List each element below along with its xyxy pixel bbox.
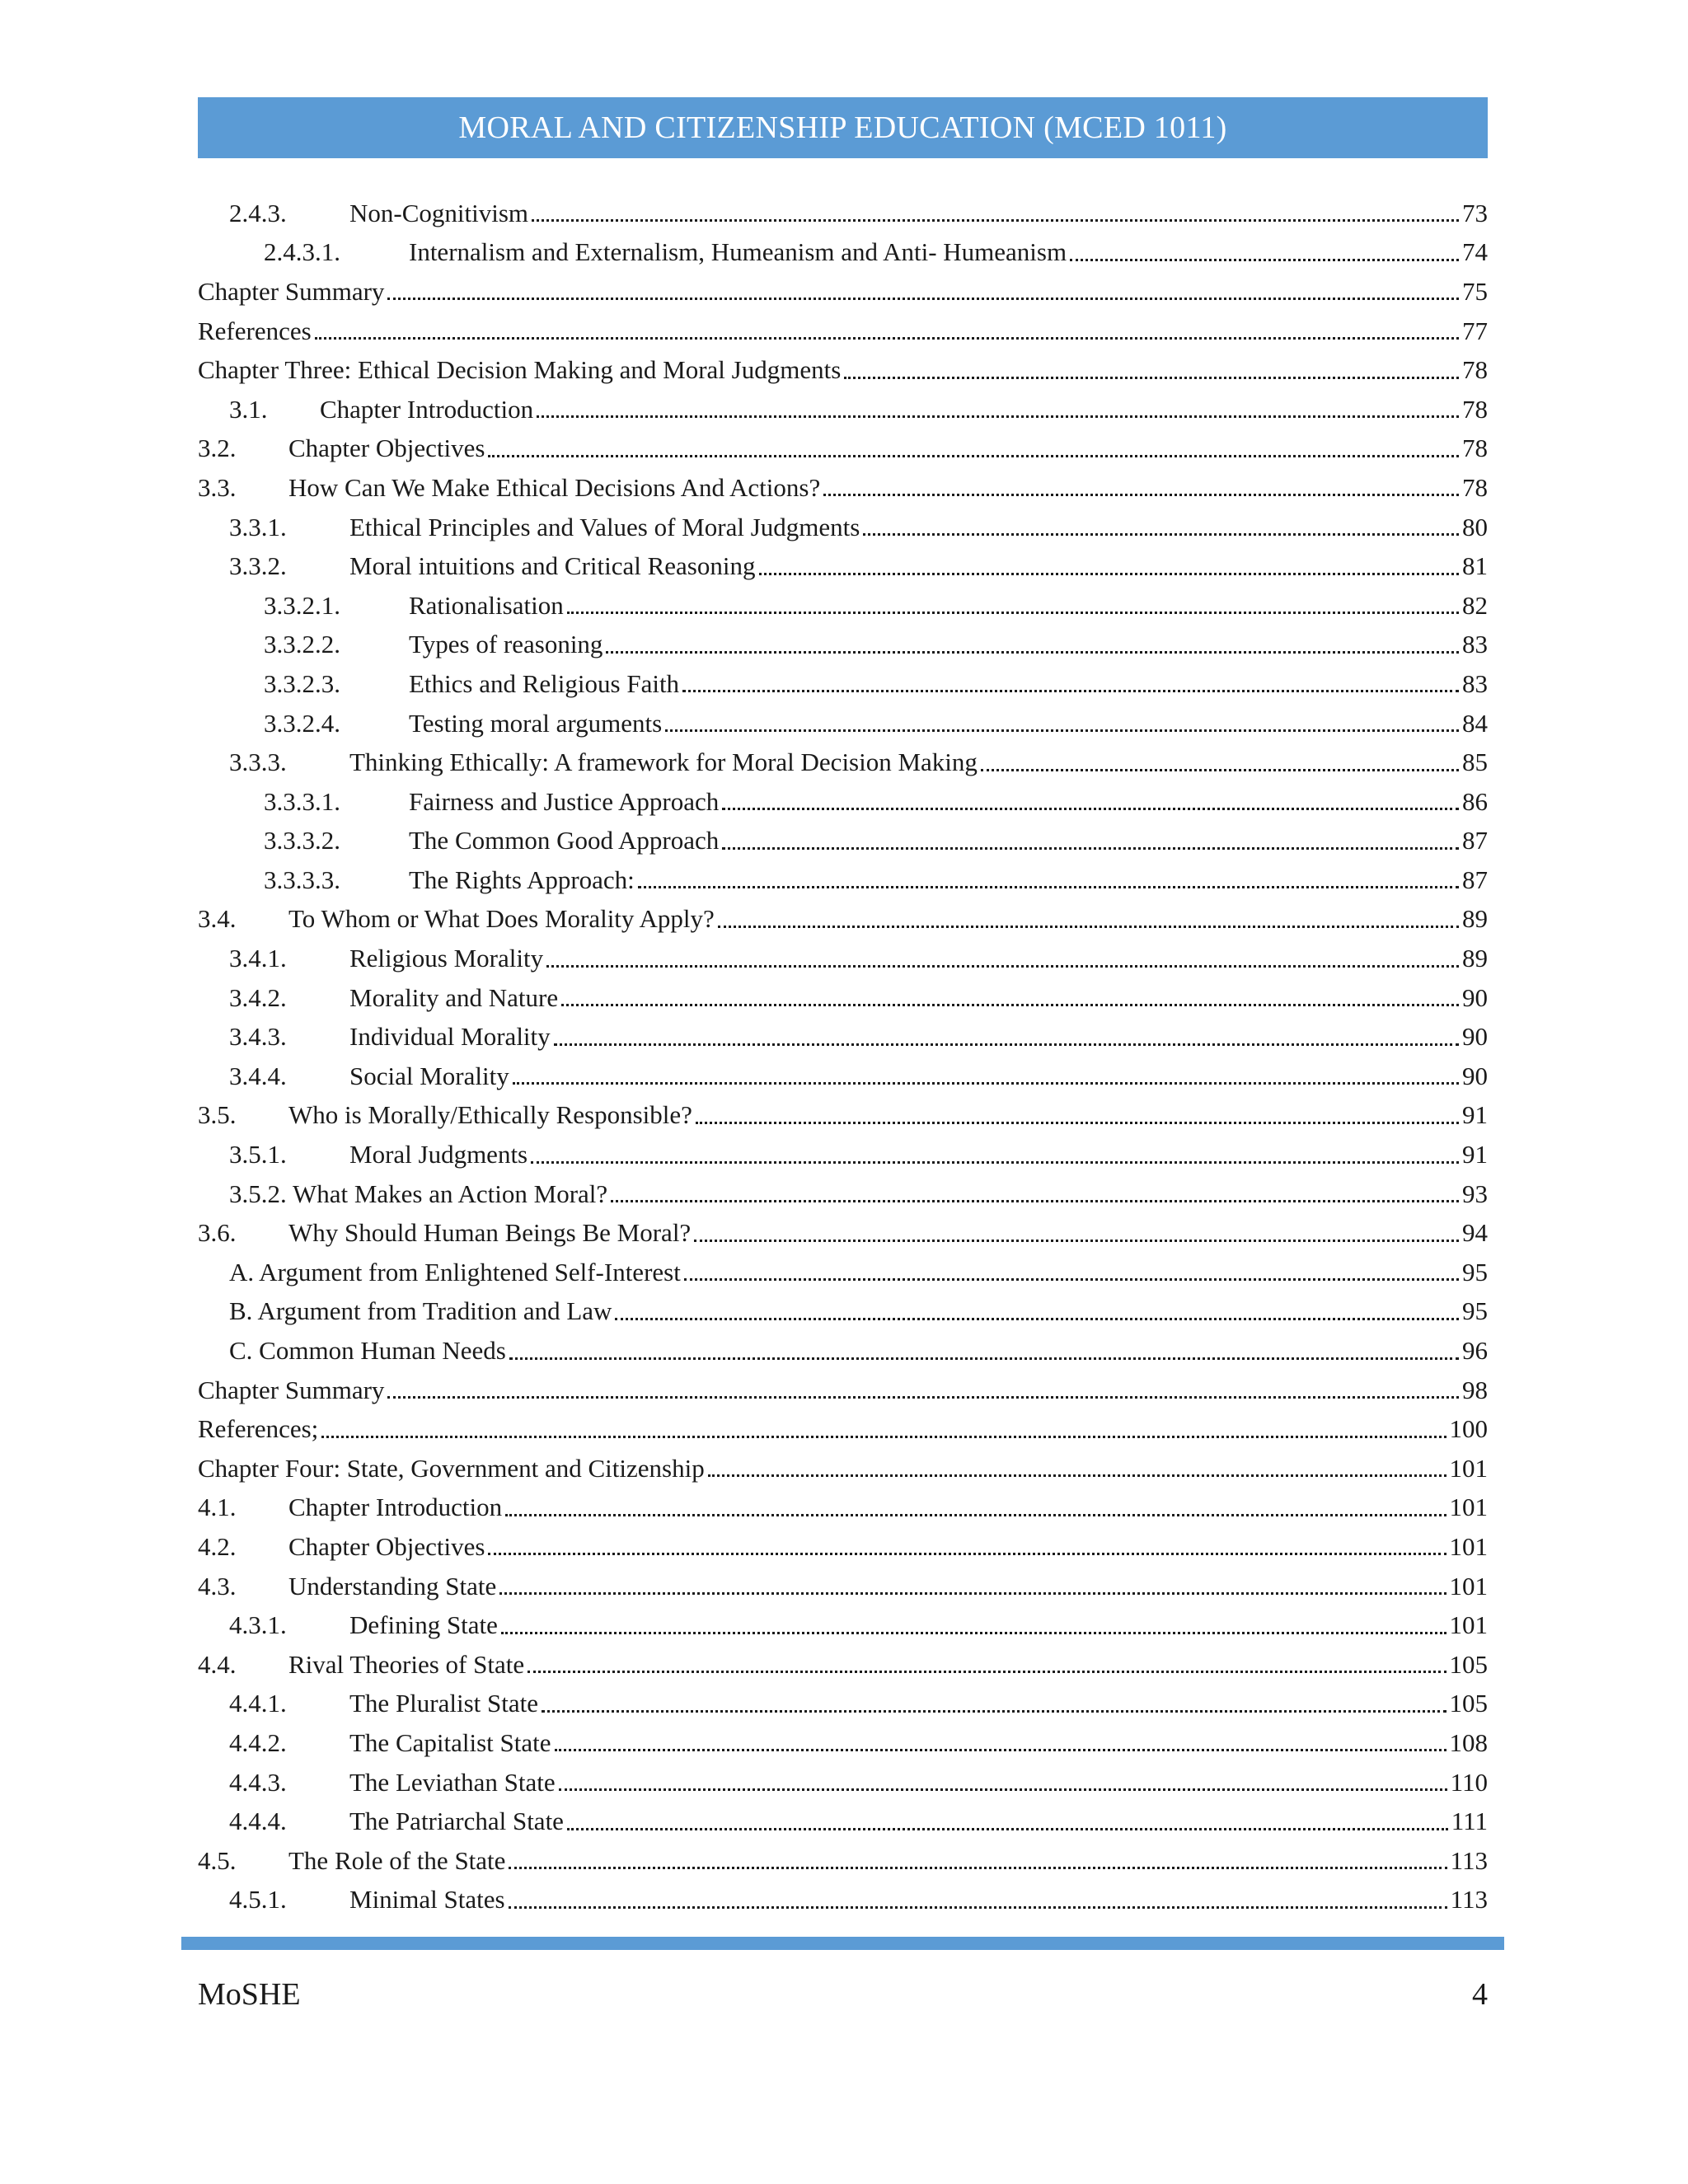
dot-leader [509,1867,1447,1869]
toc-page: 73 [1462,198,1488,227]
dot-leader [532,219,1459,222]
dot-leader [722,847,1459,850]
toc-page: 95 [1462,1257,1488,1286]
toc-entry[interactable] [198,468,1488,508]
toc-title: References [198,316,312,345]
toc-title: The Role of the State [288,1845,506,1875]
toc-page: 83 [1462,630,1488,659]
toc-entry[interactable] [198,1292,1488,1332]
dot-leader [844,377,1459,379]
toc-title: Moral Judgments [349,1140,528,1169]
footer-bar [181,1937,1504,1950]
dot-leader [606,651,1459,654]
toc-title: Chapter Four: State, Government and Citizenship [198,1453,705,1483]
toc-entry[interactable] [198,978,1488,1018]
dot-leader [559,1788,1447,1791]
dot-leader [546,965,1459,968]
toc-page: 93 [1462,1179,1488,1208]
toc-page: 111 [1451,1807,1488,1836]
toc-number: 2.4.3.1. [264,237,340,267]
toc-title: Understanding State [288,1571,497,1601]
toc-page: 105 [1449,1689,1488,1718]
toc-entry[interactable] [198,1802,1488,1841]
dot-leader [615,1318,1459,1320]
toc-entry[interactable] [198,939,1488,978]
toc-page: 84 [1462,708,1488,738]
toc-title: Thinking Ethically: A framework for Moral Decision Making [349,748,978,777]
toc-page: 101 [1449,1453,1488,1483]
dot-leader [638,886,1459,888]
toc-number: 2.4.3. [229,198,287,227]
toc-number: 3.5. [198,1100,237,1130]
toc-entry[interactable] [198,1017,1488,1057]
dot-leader [387,1396,1459,1399]
toc-entry[interactable] [198,429,1488,469]
dot-leader [665,729,1459,732]
toc-page: 85 [1462,748,1488,777]
toc-page: 80 [1462,512,1488,541]
toc-title: Chapter Introduction [288,1493,503,1522]
toc-title: Chapter Summary [198,1375,385,1404]
dot-leader [499,1592,1446,1595]
toc-title: Fairness and Justice Approach [409,786,720,816]
toc-entry[interactable] [198,1763,1488,1802]
dot-leader [611,1200,1459,1202]
toc-title: A. Argument from Enlightened Self-Interest [229,1257,681,1286]
toc-title: B. Argument from Tradition and Law [229,1296,612,1326]
toc-title: Internalism and Externalism, Humeanism and Anti- Humeanism [409,237,1067,267]
toc-entry[interactable] [198,626,1488,665]
toc-number: 3.3.2.2. [264,630,340,659]
dot-leader [513,1082,1459,1085]
toc-entry[interactable] [198,194,1488,233]
toc-page: 78 [1462,394,1488,424]
toc-number: 3.3.3. [229,748,287,777]
dot-leader [708,1474,1447,1477]
dot-leader [718,926,1459,928]
toc-title: Non-Cognitivism [349,198,529,227]
toc-entry[interactable] [198,860,1488,900]
toc-entry[interactable] [198,1605,1488,1645]
toc-page: 91 [1462,1140,1488,1169]
toc-number: 3.3.3.2. [264,826,340,855]
dot-leader [567,1828,1448,1830]
toc-number: 3.6. [198,1218,237,1248]
toc-title: Testing moral arguments [409,708,663,738]
toc-number: 4.3.1. [229,1610,287,1640]
toc-number: 3.4. [198,904,237,934]
toc-number: 4.4.4. [229,1807,287,1836]
toc-page: 75 [1462,276,1488,306]
dot-leader [561,1004,1459,1006]
toc-page: 101 [1449,1610,1488,1640]
toc-title: Individual Morality [349,1022,551,1052]
toc-title: Social Morality [349,1061,509,1090]
toc-page: 90 [1462,1061,1488,1090]
toc-page: 89 [1462,944,1488,973]
toc-entry[interactable] [198,312,1488,351]
toc-number: 3.3.3.1. [264,786,340,816]
toc-page: 78 [1462,472,1488,502]
toc-title: Chapter Summary [198,276,385,306]
dot-leader [554,1043,1459,1046]
toc-title: 3.5.2. What Makes an Action Moral? [229,1179,608,1208]
toc-entry[interactable] [198,1371,1488,1410]
toc-number: 3.4.4. [229,1061,287,1090]
toc-title: Chapter Introduction [320,394,534,424]
toc-page: 94 [1462,1218,1488,1248]
toc-number: 3.2. [198,434,237,463]
toc-number: 3.3.2.4. [264,708,340,738]
dot-leader [509,1906,1447,1909]
toc-page: 96 [1462,1336,1488,1366]
toc-entry[interactable] [198,1685,1488,1724]
header-bar [198,97,1488,158]
dot-leader [722,808,1459,810]
table-of-contents [198,194,1488,1919]
toc-number: 3.5.1. [229,1140,287,1169]
toc-entry[interactable] [198,272,1488,312]
toc-page: 101 [1449,1571,1488,1601]
toc-entry[interactable] [198,900,1488,940]
dot-leader [387,298,1459,300]
toc-page: 95 [1462,1296,1488,1326]
dot-leader [321,1436,1446,1438]
toc-entry[interactable] [198,1174,1488,1214]
toc-number: 4.4.1. [229,1689,287,1718]
toc-page: 100 [1449,1414,1488,1444]
toc-page: 77 [1462,316,1488,345]
toc-number: 3.3.2.3. [264,668,340,698]
dot-leader [537,415,1459,418]
toc-entry[interactable] [198,1253,1488,1292]
toc-title: How Can We Make Ethical Decisions And Actions? [288,472,821,502]
toc-title: Chapter Objectives [288,1531,485,1561]
dot-leader [1070,259,1459,261]
toc-title: Who is Morally/Ethically Responsible? [288,1100,692,1130]
toc-page: 113 [1450,1885,1488,1915]
toc-entry[interactable] [198,1488,1488,1528]
toc-number: 3.1. [229,394,268,424]
toc-entry[interactable] [198,1841,1488,1881]
document-title: MORAL AND CITIZENSHIP EDUCATION (MCED 1011) [458,110,1227,145]
dot-leader [759,573,1460,575]
toc-entry[interactable] [198,1057,1488,1096]
toc-number: 3.4.1. [229,944,287,973]
toc-page: 82 [1462,590,1488,620]
toc-page: 78 [1462,434,1488,463]
dot-leader [981,769,1459,771]
toc-entry[interactable] [198,1409,1488,1449]
toc-page: 87 [1462,865,1488,894]
toc-page: 81 [1462,551,1488,581]
toc-number: 4.4. [198,1649,237,1679]
toc-title: Minimal States [349,1885,505,1915]
toc-title: The Rights Approach: [409,865,635,894]
toc-title: Ethical Principles and Values of Moral Judgments [349,512,860,541]
toc-page: 78 [1462,355,1488,385]
toc-entry[interactable] [198,1331,1488,1371]
toc-page: 89 [1462,904,1488,934]
toc-title: Rival Theories of State [288,1649,525,1679]
toc-number: 4.3. [198,1571,237,1601]
toc-title: To Whom or What Does Morality Apply? [288,904,715,934]
toc-number: 4.5. [198,1845,237,1875]
toc-title: The Patriarchal State [349,1807,564,1836]
toc-entry[interactable] [198,743,1488,782]
toc-entry[interactable] [198,1723,1488,1763]
toc-number: 4.2. [198,1531,237,1561]
toc-entry[interactable] [198,782,1488,822]
toc-entry[interactable] [198,1881,1488,1920]
toc-page: 98 [1462,1375,1488,1404]
toc-number: 3.3.1. [229,512,287,541]
toc-entry[interactable] [198,1135,1488,1174]
dot-leader [531,1161,1459,1164]
toc-title: Chapter Three: Ethical Decision Making and Moral Judgments [198,355,842,385]
toc-entry[interactable] [198,704,1488,743]
toc-title: References; [198,1414,319,1444]
toc-title: Chapter Objectives [288,434,485,463]
toc-number: 3.3.2. [229,551,287,581]
toc-number: 3.3.3.3. [264,865,340,894]
dot-leader [488,455,1459,457]
dot-leader [694,1240,1459,1242]
toc-entry[interactable] [198,1645,1488,1685]
dot-leader [509,1357,1459,1360]
toc-page: 90 [1462,982,1488,1012]
dot-leader [488,1553,1446,1555]
page-number: 4 [1472,1977,1488,2012]
dot-leader [528,1671,1446,1673]
dot-leader [501,1632,1447,1634]
dot-leader [555,1749,1447,1751]
toc-page: 101 [1449,1531,1488,1561]
toc-page: 86 [1462,786,1488,816]
toc-entry[interactable] [198,1527,1488,1567]
toc-entry[interactable] [198,1096,1488,1136]
toc-number: 3.4.2. [229,982,287,1012]
toc-number: 3.3. [198,472,237,502]
dot-leader [542,1710,1446,1713]
dot-leader [567,612,1459,614]
toc-page: 113 [1450,1845,1488,1875]
toc-entry[interactable] [198,546,1488,586]
toc-number: 4.4.3. [229,1767,287,1797]
toc-page: 91 [1462,1100,1488,1130]
toc-entry[interactable] [198,1213,1488,1253]
dot-leader [684,1278,1459,1281]
toc-entry[interactable] [198,586,1488,626]
toc-page: 90 [1462,1022,1488,1052]
dot-leader [823,494,1459,496]
toc-page: 101 [1449,1493,1488,1522]
toc-page: 108 [1449,1727,1488,1757]
dot-leader [682,690,1459,692]
toc-title: The Pluralist State [349,1689,539,1718]
toc-page: 74 [1462,237,1488,267]
toc-page: 110 [1450,1767,1488,1797]
toc-number: 4.4.2. [229,1727,287,1757]
toc-entry[interactable] [198,1449,1488,1488]
toc-entry[interactable] [198,1567,1488,1606]
toc-number: 4.1. [198,1493,237,1522]
toc-title: Defining State [349,1610,498,1640]
toc-entry[interactable] [198,664,1488,704]
toc-page: 105 [1449,1649,1488,1679]
toc-title: Religious Morality [349,944,544,973]
toc-title: The Common Good Approach [409,826,720,855]
toc-entry[interactable] [198,233,1488,273]
toc-page: 87 [1462,826,1488,855]
dot-leader [696,1122,1459,1124]
toc-title: The Leviathan State [349,1767,556,1797]
toc-page: 83 [1462,668,1488,698]
toc-number: 3.4.3. [229,1022,287,1052]
toc-title: The Capitalist State [349,1727,551,1757]
toc-title: C. Common Human Needs [229,1336,506,1366]
dot-leader [315,337,1459,340]
toc-title: Morality and Nature [349,982,559,1012]
toc-number: 3.3.2.1. [264,590,340,620]
dot-leader [505,1514,1446,1516]
toc-entry[interactable] [198,350,1488,390]
toc-title: Types of reasoning [409,630,603,659]
toc-entry[interactable] [198,508,1488,547]
dot-leader [863,533,1459,536]
toc-number: 4.5.1. [229,1885,287,1915]
toc-entry[interactable] [198,390,1488,429]
toc-title: Ethics and Religious Faith [409,668,680,698]
footer-publisher: MoSHE [198,1977,301,2012]
toc-entry[interactable] [198,822,1488,861]
toc-title: Rationalisation [409,590,564,620]
toc-title: Moral intuitions and Critical Reasoning [349,551,756,581]
toc-title: Why Should Human Beings Be Moral? [288,1218,692,1248]
